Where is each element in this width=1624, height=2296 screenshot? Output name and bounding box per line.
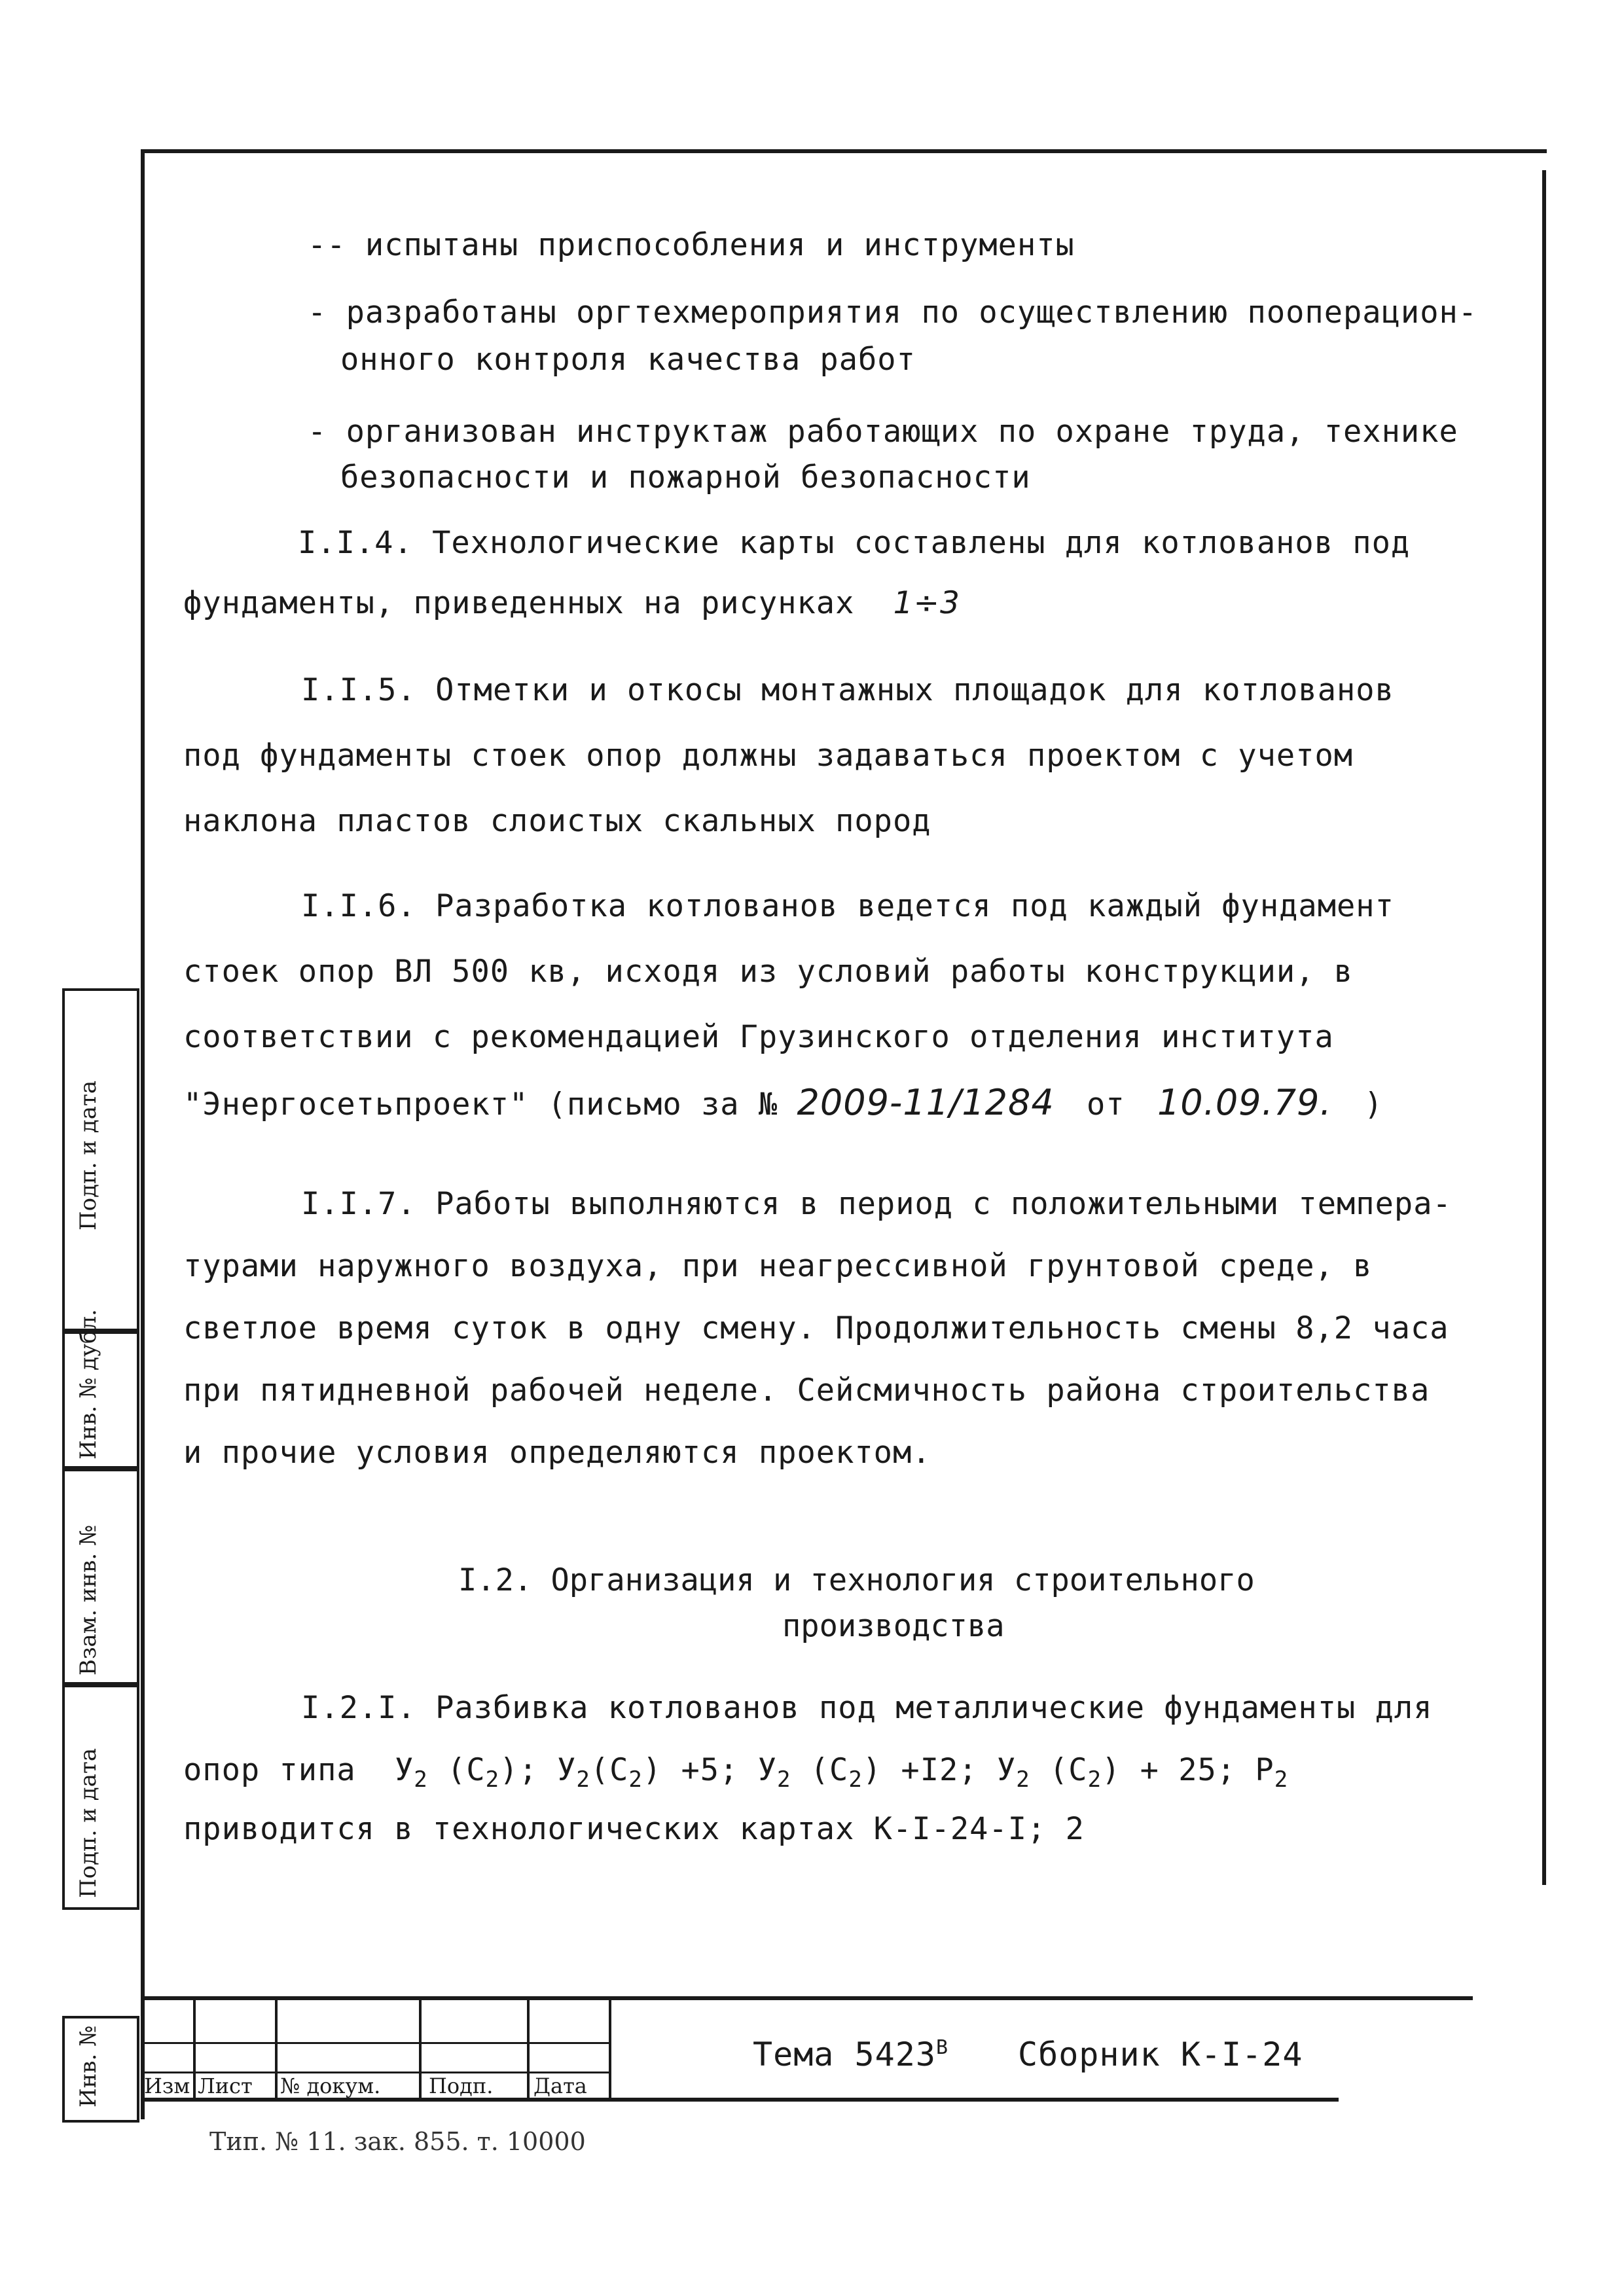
title-block-col-revision: Изм [144, 2073, 190, 2098]
printer-imprint: Тип. № 11. зак. 855. т. 10000 [209, 2127, 586, 2156]
title-block-col-date: Дата [533, 2073, 587, 2098]
frame-left-border [141, 149, 145, 2119]
letter-number-handwritten: 2009-11/1284 [797, 1082, 1055, 1123]
paragraph-1-1-6-line [183, 1083, 1383, 1124]
title-block-top-rule [141, 1996, 1473, 2000]
paragraph-1-1-6-line: стоек опор ВЛ 500 кв, исходя из условий работы конструкции, в [183, 954, 1354, 990]
paragraph-1-1-4-line [183, 584, 960, 623]
paragraph-1-1-5-line: под фундаменты стоек опор должны задаваться проектом с учетом [183, 738, 1354, 774]
title-block-theme: Тема $5423^В$ [753, 2036, 948, 2073]
title-block-col-rule [193, 1996, 196, 2100]
frame-top-border [141, 149, 1547, 153]
paragraph-1-2-1-line [183, 1751, 1289, 1793]
support-type-prefix: опор типа [183, 1752, 356, 1788]
bullet-line: -- испытаны приспособления и инструменты [308, 227, 1075, 263]
paragraph-1-1-7-line: и прочие условия определяются проектом. [183, 1435, 931, 1471]
letter-reference-prefix: "Энергосетьпроект" (письмо за № [183, 1086, 778, 1122]
title-block-row-rule [141, 2042, 609, 2044]
paragraph-1-1-4-line: I.I.4. Технологические карты составлены для котлованов под [298, 525, 1411, 561]
title-block-col-rule [275, 1996, 278, 2100]
paragraph-1-1-5-line: I.I.5. Отметки и откосы монтажных площадок для котлованов [301, 672, 1394, 708]
letter-reference-suffix: ) [1363, 1086, 1384, 1122]
support-type-list: $У_2$ $(С_2)$; $У_2(С_2) +5$; $У_2$ $(С_2) +I2$; $У_2$ $(С_2) + 25$; $Р_2$ [394, 1752, 1289, 1793]
title-block-col-rule [419, 1996, 422, 2100]
paragraph-1-2-1-line: I.2.I. Разбивка котлованов под металлические фундаменты для [301, 1690, 1433, 1726]
title-block-col-sheet: Лист [198, 2073, 253, 2098]
side-label-sign-date: Подп. и дата [75, 1080, 101, 1230]
title-block-col-rule [527, 1996, 530, 2100]
frame-right-border [1542, 170, 1546, 1885]
title-block-collection: Сборник К-I-24 [1018, 2036, 1303, 2073]
paragraph-1-2-1-line: приводится в технологических картах К-I-24-I; 2 [183, 1811, 1085, 1847]
figure-range-handwritten: 1÷3 [893, 585, 960, 621]
title-block-col-document-no: № докум. [280, 2073, 381, 2098]
side-label-sign-date: Подп. и дата [75, 1748, 101, 1898]
paragraph-1-1-7-line: при пятидневной рабочей неделе. Сейсмичность района строительства [183, 1372, 1430, 1408]
side-label-inventory-no: Инв. № [75, 2025, 101, 2108]
side-label-duplicate-no: Инв. № дубл. [75, 1309, 101, 1460]
section-heading-continuation: производства [782, 1608, 1005, 1644]
paragraph-1-1-7-line: I.I.7. Работы выполняются в период с положительными темпера- [301, 1186, 1452, 1222]
bullet-line: - разработаны оргтехмероприятия по осуществлению пооперацион- [308, 295, 1478, 331]
paragraph-1-1-7-line: светлое время суток в одну смену. Продолжительность смены 8,2 часа [183, 1310, 1449, 1346]
title-block-col-signature: Подп. [429, 2073, 494, 2098]
bullet-line: - организован инструктаж работающих по охране труда, технике [308, 414, 1458, 450]
side-label-replace-no: Взам. инв. № [75, 1524, 101, 1676]
paragraph-1-1-5-line: наклона пластов слоистых скальных пород [183, 803, 931, 839]
section-heading: I.2. Организация и технология строительного [458, 1562, 1255, 1598]
letter-date-handwritten: 10.09.79. [1157, 1082, 1332, 1123]
paragraph-1-1-7-line: турами наружного воздуха, при неагрессивной грунтовой среде, в [183, 1248, 1373, 1284]
bullet-line-continuation: онного контроля качества работ [340, 342, 916, 378]
title-block-col-rule [609, 1996, 611, 2100]
paragraph-1-1-6-line: I.I.6. Разработка котлованов ведется под каждый фундамент [301, 888, 1394, 924]
bullet-line-continuation: безопасности и пожарной безопасности [340, 459, 1031, 495]
paragraph-1-1-6-line: соответствии с рекомендацией Грузинского отделения института [183, 1019, 1334, 1055]
letter-date-prefix: от [1087, 1086, 1125, 1122]
paragraph-1-1-4-text: фундаменты, приведенных на рисунках [183, 585, 855, 621]
